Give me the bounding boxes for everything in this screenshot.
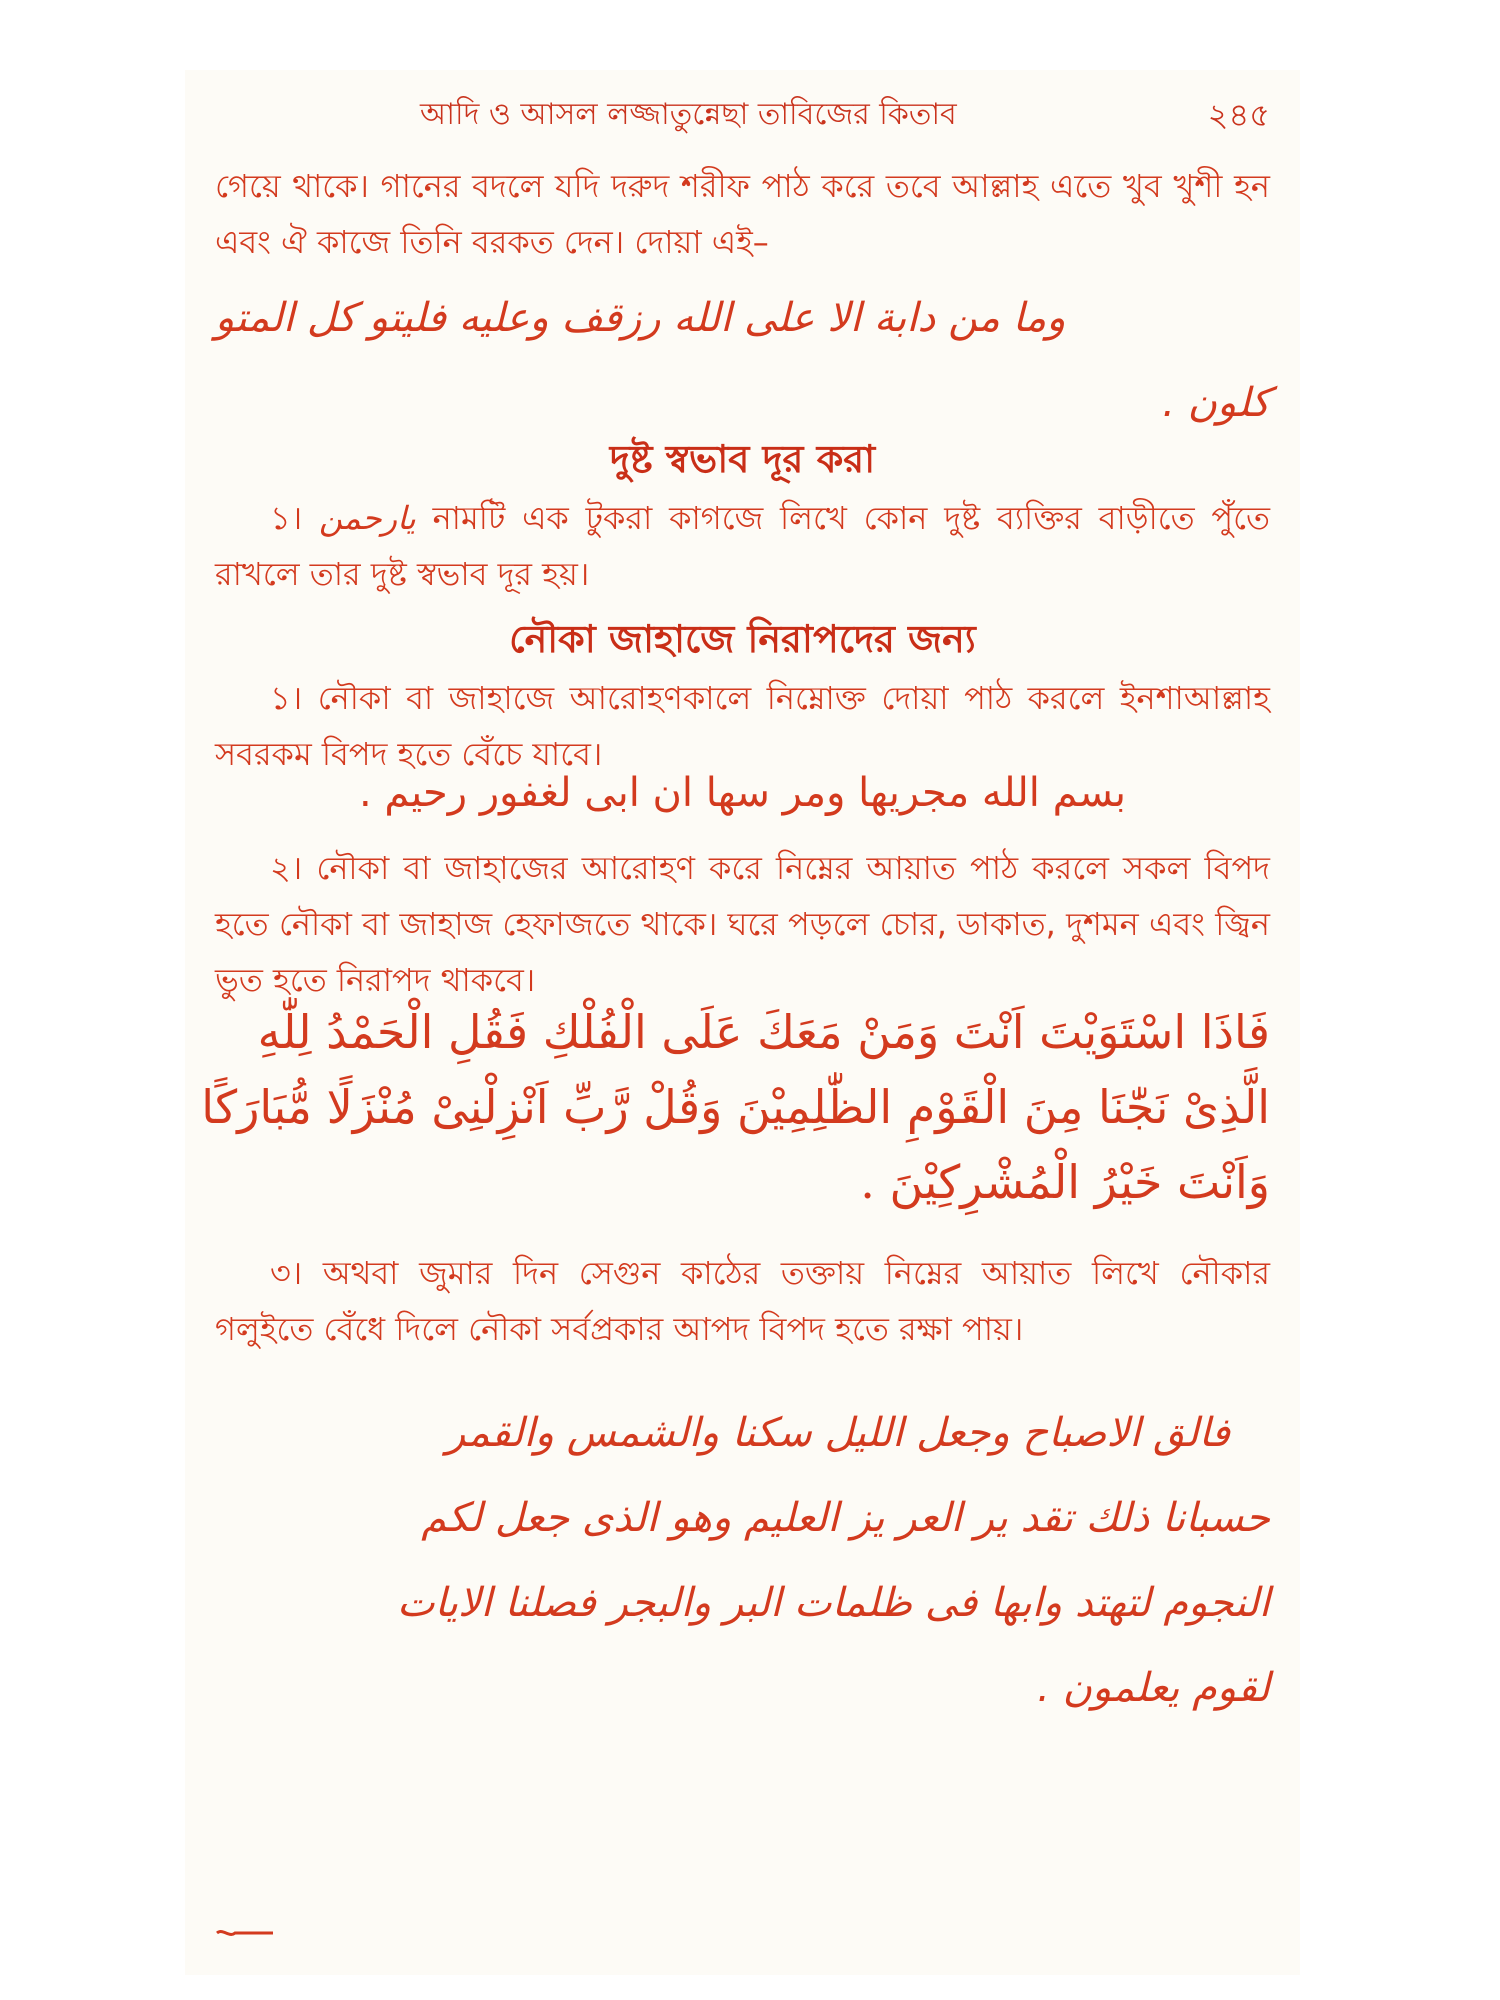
- quran-verse-line-1: فَاذَا اسْتَوَيْتَ اَنْتَ وَمَنْ مَعَكَ عَلَى الْفُلْكِ فَقُلِ الْحَمْدُ لِلّٰهِ: [257, 1005, 1270, 1059]
- book-page: [185, 70, 1300, 1975]
- section2-item-3: ৩। অথবা জুমার দিন সেগুন কাঠের তক্তায় নিম্নের আয়াত লিখে নৌকার গলুইতে বেঁধে দিলে নৌকা সর্বপ্রকার আপদ বিপদ হতে রক্ষা পায়।: [215, 1254, 1270, 1348]
- section-heading-boat-safety: নৌকা জাহাজে নিরাপদের জন্য: [509, 617, 976, 661]
- corner-ornament-icon: [215, 1926, 275, 1940]
- quran-verse-line-3: وَاَنْتَ خَيْرُ الْمُشْرِكِيْنَ .: [860, 1155, 1270, 1209]
- quran-verse-line-2: الَّذِىْ نَجّٰنَا مِنَ الْقَوْمِ الظّٰلِمِيْنَ وَقُلْ رَّبِّ اَنْزِلْنِىْ مُنْزَلًا مُّبَارَكًا: [201, 1080, 1270, 1134]
- intro-paragraph: গেয়ে থাকে। গানের বদলে যদি দরুদ শরীফ পাঠ করে তবে আল্লাহ এতে খুব খুশী হন এবং ঐ কাজে তিনি বরকত দেন। দোয়া এই–: [215, 167, 1270, 261]
- intro-arabic-line-1: وما من دابة الا على الله رزقف وعليه فليتو كل المتو: [215, 295, 1066, 341]
- item-text: নামটি এক টুকরা কাগজে লিখে কোন দুষ্ট ব্যক্তির বাড়ীতে পুঁতে রাখলে তার দুষ্ট স্বভাব দূর হয়।: [215, 499, 1271, 593]
- section1-item-1: [215, 490, 1270, 602]
- verse-line-3: النجوم لتهتد وابها فى ظلمات البر والبجر فصلنا الايات: [396, 1580, 1270, 1626]
- section2-item-1: ১। নৌকা বা জাহাজে আরোহণকালে নিম্নোক্ত দোয়া পাঠ করলে ইনশাআল্লাহ সবরকম বিপদ হতে বেঁচে যাবে।: [215, 679, 1270, 773]
- intro-arabic-line-2: كلون .: [1162, 380, 1270, 426]
- section2-item-2: ২। নৌকা বা জাহাজের আরোহণ করে নিম্নের আয়াত পাঠ করলে সকল বিপদ হতে নৌকা বা জাহাজ হেফাজতে থাকে। ঘরে পড়লে চোর, ডাকাত, দুশমন এবং জ্বিন ভুত হতে নিরাপদ থাকবে।: [215, 849, 1270, 999]
- section-heading-bad-temper: দুষ্ট স্বভাব দূর করা: [609, 437, 876, 481]
- inline-arabic-name: يارحمن: [319, 499, 416, 537]
- verse-line-1: فالق الاصباح وجعل الليل سكنا والشمس والقمر: [446, 1410, 1230, 1456]
- verse-line-4: لقوم يعلمون .: [1037, 1665, 1270, 1711]
- page-content: [201, 70, 1271, 1975]
- verse-line-2: حسبانا ذلك تقد ير العر يز العليم وهو الذى جعل لكم: [421, 1495, 1270, 1541]
- running-title: আদি ও আসল লজ্জাতুন্নেছা তাবিজের কিতাব: [420, 97, 957, 132]
- section2-item-1-arabic: بسم الله مجريها ومر سها ان ابى لغفور رحيم .: [358, 770, 1127, 816]
- page-number: ২৪৫: [1207, 96, 1270, 134]
- page-header: [215, 80, 1270, 140]
- item-number: ১।: [270, 499, 303, 537]
